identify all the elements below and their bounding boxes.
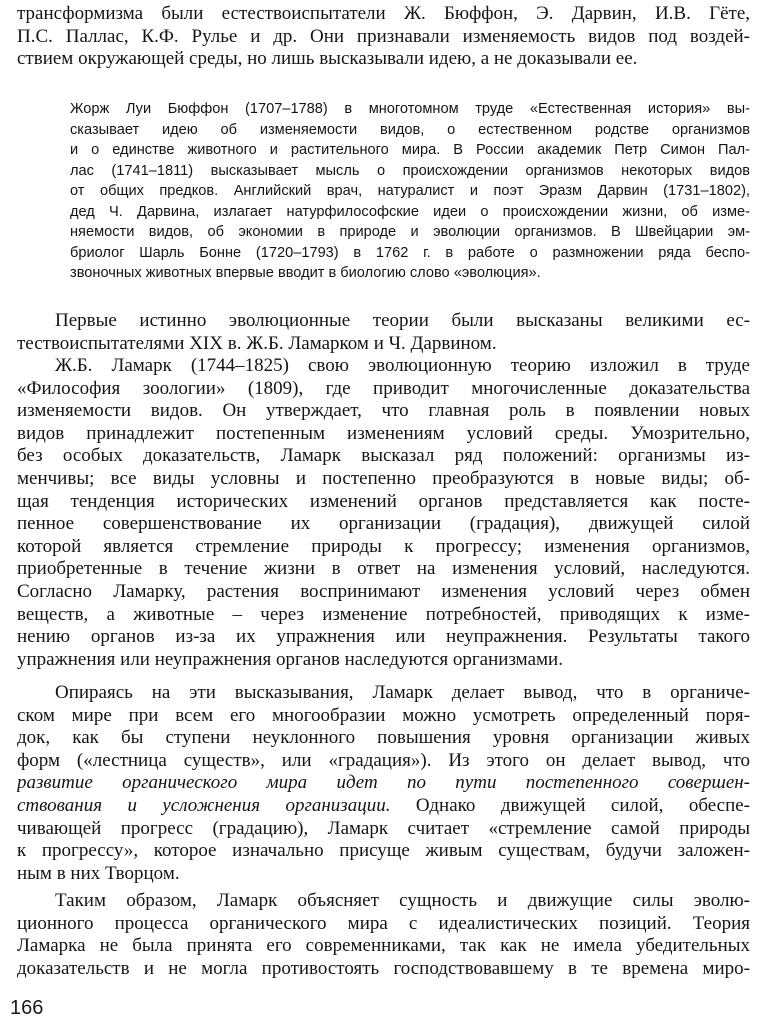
note-line: сказывает идею об изменяемости видов, о естественном родстве организмов	[70, 121, 750, 138]
text-line: которой является стремление природы к прогрессу; изменения организмов,	[17, 535, 750, 557]
paragraph-final	[17, 890, 750, 980]
text-line-italic	[17, 772, 750, 795]
note-line: Жорж Луи Бюффон (1707–1788) в многотомном труде «Естественная история» вы-	[70, 101, 750, 117]
text-line: веществ, а животные – через изменение потребностей, приводящих к изме-	[17, 603, 750, 625]
text-line: без особых доказательств, Ламарк высказал ряд положений: организмы из-	[17, 445, 750, 467]
text-line: Таким образом, Ламарк объясняет сущность и движущие силы эволю-	[55, 890, 750, 911]
paragraph-transformism	[17, 3, 750, 71]
text-line: доказательств и не могла противостоять господствовавшему в те времена миро-	[17, 957, 750, 979]
text-line: тествоиспытателями XIX в. Ж.Б. Ламарком и Ч. Дарвином.	[17, 332, 497, 354]
text-line: Первые истинно эволюционные теории были высказаны великими ес-	[55, 310, 750, 331]
text-line: Ламарка не была принята его современниками, так как не имела убедительных	[17, 935, 750, 957]
text-line: док, как бы ступени неуклонного повышения уровня организации живых	[17, 727, 750, 749]
text-line: форм («лестница существ», или «градация»). Из этого он делает вывод, что	[17, 749, 750, 771]
text-line-mixed	[17, 795, 750, 818]
text-line: менчивы; все виды условны и постепенно преобразуются в новые виды; об-	[17, 467, 750, 489]
emphasis-text: ствования и усложнения организации.	[17, 794, 391, 816]
note-line: лас (1741–1811) высказывает мысль о происхождении организмов некоторых видов	[70, 162, 750, 179]
text-run: Однако движущей силой, обеспе-	[390, 794, 750, 816]
text-line: видов принадлежит постепенным изменениям условий среды. Умозрительно,	[17, 422, 750, 444]
note-line: бриолог Шарль Бонне (1720–1793) в 1762 г. в работе о размножении ряда беспо-	[70, 244, 750, 261]
text-line: ным в них Творцом.	[17, 862, 180, 884]
text-line: изменяемости видов. Он утверждает, что главная роль в появлении новых	[17, 400, 750, 422]
text-line: трансформизма были естествоиспытатели Ж. Бюффон, Э. Дарвин, И.В. Гёте,	[17, 3, 750, 24]
text-line: нению органов из-за их упражнения или неупражнения. Результаты такого	[17, 626, 750, 648]
paragraph-lamarck	[17, 355, 750, 671]
text-line: щая тенденция исторических изменений органов представляется как посте-	[17, 490, 750, 512]
text-line: Согласно Ламарку, растения воспринимают изменения условий через обмен	[17, 580, 750, 602]
text-line: Ж.Б. Ламарк (1744–1825) свою эволюционную теорию изложил в труде	[55, 355, 750, 376]
paragraph-conclusion	[17, 682, 750, 885]
text-line: ском мире при всем его многообразии можно усмотреть определенный поря-	[17, 704, 750, 726]
text-line: упражнения или неупражнения органов наследуются организмами.	[17, 648, 563, 670]
note-line: и о единстве животного и растительного мира. В России академик Петр Симон Пал-	[70, 142, 750, 158]
text-line: ционного процесса органического мира с идеалистических позиций. Теория	[17, 912, 750, 934]
paragraph-first-theories	[17, 310, 750, 355]
emphasis-text: развитие органического мира идет по пути постепенного совершен-	[17, 772, 750, 794]
text-line: П.С. Паллас, К.Ф. Рулье и др. Они признавали изменяемость видов под воздей-	[17, 25, 750, 47]
page-number: 166	[10, 997, 44, 1019]
note-line: дед Ч. Дарвина, излагает натурфилософские идеи о происхождении жизни, об изме-	[70, 203, 750, 220]
text-line: к прогрессу», которое изначально присуще живым существам, будучи заложен-	[17, 840, 750, 862]
text-line: пенное совершенствование их организации (градация), движущей силой	[17, 513, 750, 535]
note-line: звоночных животных впервые вводит в биологию слово «эволюция».	[70, 265, 541, 281]
note-line: от общих предков. Английский врач, натуралист и поэт Эразм Дарвин (1731–1802),	[70, 183, 750, 199]
text-line: приобретенные в течение жизни в ответ на изменения условий, наследуются.	[17, 558, 750, 580]
historical-note	[70, 99, 750, 284]
text-line: чивающей прогресс (градацию), Ламарк считает «стремление самой природы	[17, 817, 750, 839]
text-line: «Философия зоологии» (1809), где приводит многочисленные доказательства	[17, 377, 750, 399]
text-line: Опираясь на эти высказывания, Ламарк делает вывод, что в органиче-	[55, 682, 750, 703]
note-line: няемости видов, об экономии в природе и эволюции организмов. В Швейцарии эм-	[70, 224, 750, 240]
text-line: ствием окружающей среды, но лишь высказывали идею, а не доказывали ее.	[17, 48, 638, 70]
